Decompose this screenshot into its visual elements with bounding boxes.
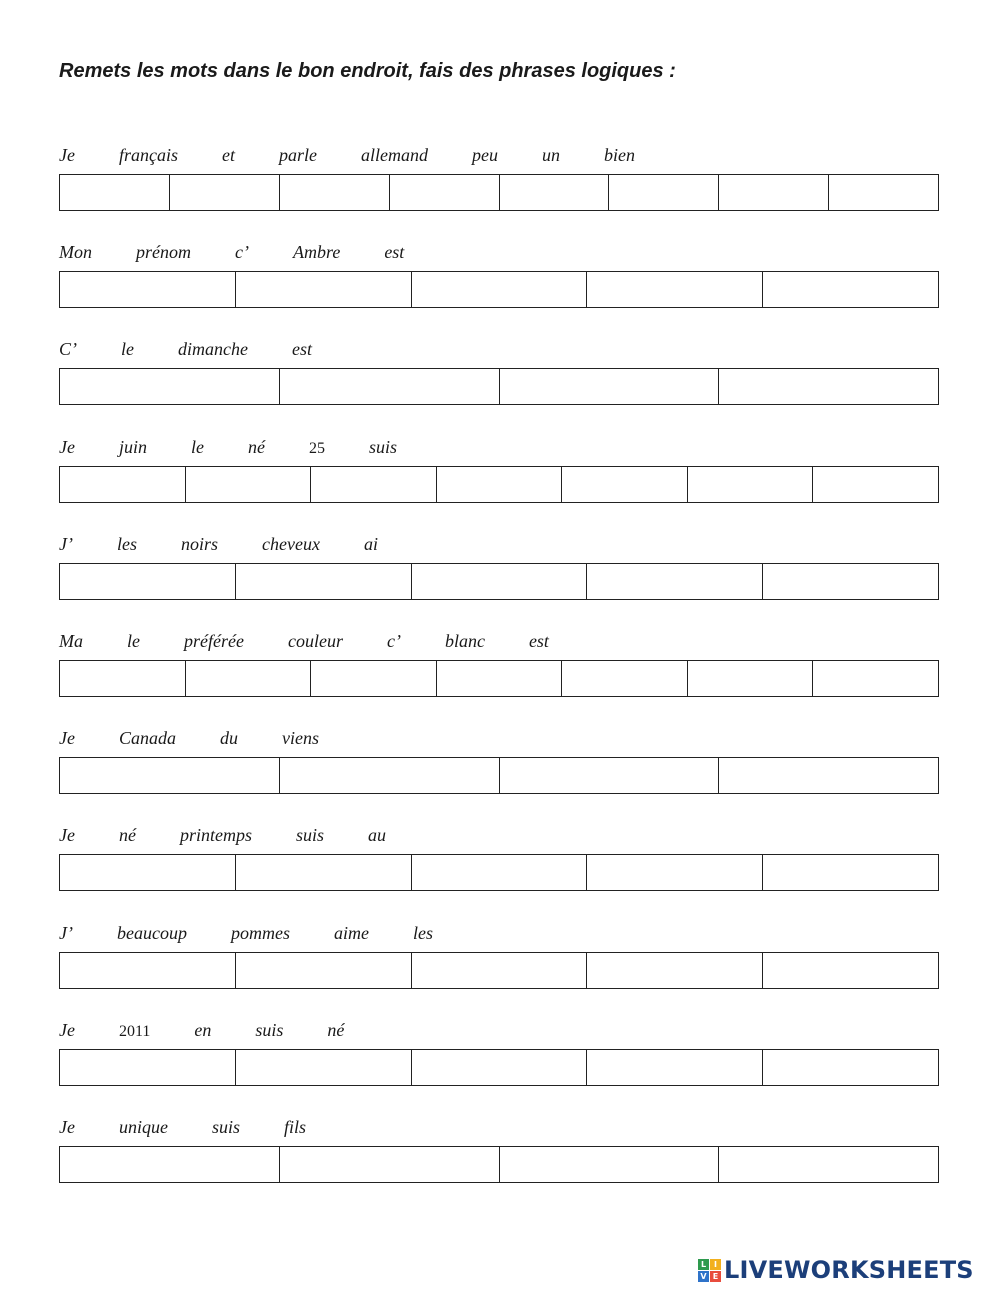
answer-box[interactable] [763, 1050, 938, 1085]
word-chip[interactable]: Canada [118, 728, 176, 748]
liveworksheets-logo-icon [698, 1259, 721, 1282]
answer-box[interactable] [280, 369, 500, 404]
word-chip[interactable]: bien [604, 145, 635, 165]
answer-row [59, 271, 939, 308]
word-chip[interactable]: blanc [444, 631, 485, 651]
word-chip[interactable]: suis [295, 825, 324, 845]
answer-box[interactable] [813, 661, 938, 696]
liveworksheets-logo [698, 1255, 974, 1285]
word-chip[interactable]: aime [333, 923, 369, 943]
answer-box[interactable] [280, 175, 390, 210]
answer-row [59, 757, 939, 794]
answer-box[interactable] [280, 1147, 500, 1182]
answer-box[interactable] [390, 175, 500, 210]
word-chip[interactable]: les [412, 923, 433, 943]
word-chip[interactable]: c’ [386, 631, 401, 651]
word-chip[interactable]: suis [255, 1020, 284, 1040]
exercise-8 [59, 822, 939, 848]
answer-box[interactable] [60, 758, 280, 793]
answer-box[interactable] [829, 175, 938, 210]
answer-box[interactable] [311, 661, 437, 696]
word-chip[interactable]: Ma [59, 631, 83, 651]
word-chip[interactable]: viens [282, 728, 319, 748]
word-chip[interactable]: le [127, 631, 140, 651]
answer-box[interactable] [587, 953, 763, 988]
word-chip[interactable]: est [384, 242, 405, 262]
answer-box[interactable] [60, 272, 236, 307]
answer-box[interactable] [587, 272, 763, 307]
answer-box[interactable] [412, 953, 588, 988]
word-chip[interactable]: printemps [179, 825, 252, 845]
answer-box[interactable] [60, 1050, 236, 1085]
word-chip[interactable]: en [194, 1020, 212, 1040]
answer-box[interactable] [236, 564, 412, 599]
word-chip[interactable]: né [118, 825, 136, 845]
word-chip[interactable]: suis [369, 437, 398, 457]
word-chip[interactable]: 25 [309, 440, 325, 457]
word-bank [59, 434, 939, 460]
answer-box[interactable] [587, 564, 763, 599]
answer-box[interactable] [412, 855, 588, 890]
answer-box[interactable] [60, 661, 186, 696]
word-chip[interactable]: au [368, 825, 386, 845]
word-bank [59, 336, 939, 362]
word-chip[interactable]: unique [118, 1117, 168, 1137]
word-bank [59, 920, 939, 946]
word-chip[interactable]: pommes [230, 923, 290, 943]
exercise-11 [59, 1114, 939, 1140]
word-chip[interactable]: le [121, 339, 134, 359]
word-chip[interactable]: peu [472, 145, 498, 165]
word-chip[interactable]: allemand [361, 145, 428, 165]
word-chip[interactable]: le [191, 437, 204, 457]
word-chip[interactable]: est [528, 631, 549, 651]
answer-box[interactable] [719, 758, 938, 793]
word-chip[interactable]: Je [59, 825, 75, 845]
answer-box[interactable] [60, 855, 236, 890]
exercise-3 [59, 336, 939, 362]
answer-box[interactable] [587, 855, 763, 890]
word-chip[interactable]: parle [279, 145, 317, 165]
answer-box[interactable] [412, 272, 588, 307]
answer-box[interactable] [412, 564, 588, 599]
word-chip[interactable]: C’ [59, 339, 77, 359]
word-chip[interactable]: du [220, 728, 238, 748]
answer-row [59, 368, 939, 405]
answer-box[interactable] [60, 369, 280, 404]
answer-box[interactable] [186, 661, 312, 696]
exercise-5 [59, 531, 939, 557]
logo-square: V [698, 1271, 709, 1282]
word-chip[interactable]: fils [284, 1117, 307, 1137]
answer-box[interactable] [688, 467, 814, 502]
exercise-10 [59, 1017, 939, 1043]
word-chip[interactable]: Je [59, 1117, 75, 1137]
word-bank [59, 531, 939, 557]
answer-box[interactable] [813, 467, 938, 502]
answer-row [59, 660, 939, 697]
answer-box[interactable] [763, 564, 938, 599]
answer-box[interactable] [60, 175, 170, 210]
answer-box[interactable] [280, 758, 500, 793]
answer-box[interactable] [763, 272, 938, 307]
answer-box[interactable] [236, 1050, 412, 1085]
word-chip[interactable]: et [222, 145, 235, 165]
word-bank [59, 239, 939, 265]
word-bank [59, 1017, 939, 1043]
answer-box[interactable] [437, 661, 563, 696]
answer-row [59, 174, 939, 211]
answer-box[interactable] [562, 467, 688, 502]
word-chip[interactable]: Je [59, 728, 75, 748]
answer-box[interactable] [500, 175, 610, 210]
word-chip[interactable]: français [118, 145, 178, 165]
answer-box[interactable] [236, 855, 412, 890]
exercise-2 [59, 239, 939, 265]
word-chip[interactable]: noirs [180, 534, 218, 554]
exercise-4 [59, 434, 939, 460]
logo-square: E [710, 1271, 721, 1282]
word-chip[interactable]: Ambre [292, 242, 341, 262]
word-chip[interactable]: prénom [136, 242, 191, 262]
word-chip[interactable]: Je [59, 1020, 75, 1040]
answer-box[interactable] [60, 953, 236, 988]
answer-box[interactable] [186, 467, 312, 502]
word-bank [59, 628, 939, 654]
answer-box[interactable] [719, 175, 829, 210]
answer-box[interactable] [609, 175, 719, 210]
answer-box[interactable] [60, 467, 186, 502]
answer-box[interactable] [236, 272, 412, 307]
answer-box[interactable] [437, 467, 563, 502]
word-chip[interactable]: cheveux [262, 534, 320, 554]
word-chip[interactable]: préférée [184, 631, 244, 651]
word-chip[interactable]: c’ [235, 242, 249, 262]
word-chip[interactable]: J’ [59, 534, 73, 554]
answer-box[interactable] [688, 661, 814, 696]
word-bank [59, 822, 939, 848]
answer-row [59, 952, 939, 989]
answer-row [59, 1146, 939, 1183]
word-chip[interactable]: né [327, 1020, 345, 1040]
answer-box[interactable] [763, 953, 938, 988]
answer-box[interactable] [500, 758, 720, 793]
answer-box[interactable] [719, 369, 938, 404]
word-chip[interactable]: Je [59, 437, 75, 457]
exercise-7 [59, 725, 939, 751]
answer-box[interactable] [60, 564, 236, 599]
answer-row [59, 466, 939, 503]
answer-box[interactable] [763, 855, 938, 890]
word-chip[interactable]: couleur [287, 631, 343, 651]
answer-box[interactable] [500, 1147, 720, 1182]
word-chip[interactable]: dimanche [178, 339, 248, 359]
word-chip[interactable]: ai [363, 534, 378, 554]
answer-row [59, 563, 939, 600]
word-bank [59, 1114, 939, 1140]
page-title: Remets les mots dans le bon endroit, fais des phrases logiques : [59, 60, 676, 82]
word-bank [59, 142, 939, 168]
answer-box[interactable] [60, 1147, 280, 1182]
answer-row [59, 854, 939, 891]
word-chip[interactable]: juin [118, 437, 147, 457]
answer-box[interactable] [562, 661, 688, 696]
answer-box[interactable] [236, 953, 412, 988]
answer-box[interactable] [311, 467, 437, 502]
word-chip[interactable]: né [248, 437, 265, 457]
word-chip[interactable]: beaucoup [116, 923, 187, 943]
word-bank [59, 725, 939, 751]
word-chip[interactable]: J’ [59, 923, 73, 943]
exercise-1 [59, 142, 939, 168]
answer-box[interactable] [170, 175, 280, 210]
word-chip[interactable]: Je [59, 145, 75, 165]
logo-square: I [710, 1259, 721, 1270]
word-chip[interactable]: suis [211, 1117, 240, 1137]
word-chip[interactable]: un [542, 145, 560, 165]
answer-row [59, 1049, 939, 1086]
answer-box[interactable] [412, 1050, 588, 1085]
word-chip[interactable]: 2011 [118, 1023, 151, 1040]
word-chip[interactable]: est [291, 339, 312, 359]
logo-text: LIVEWORKSHEETS [724, 1256, 974, 1284]
word-chip[interactable]: les [116, 534, 137, 554]
word-chip[interactable]: Mon [59, 242, 92, 262]
logo-square: L [698, 1259, 709, 1270]
exercise-9 [59, 920, 939, 946]
answer-box[interactable] [500, 369, 720, 404]
answer-box[interactable] [719, 1147, 938, 1182]
exercise-6 [59, 628, 939, 654]
answer-box[interactable] [587, 1050, 763, 1085]
